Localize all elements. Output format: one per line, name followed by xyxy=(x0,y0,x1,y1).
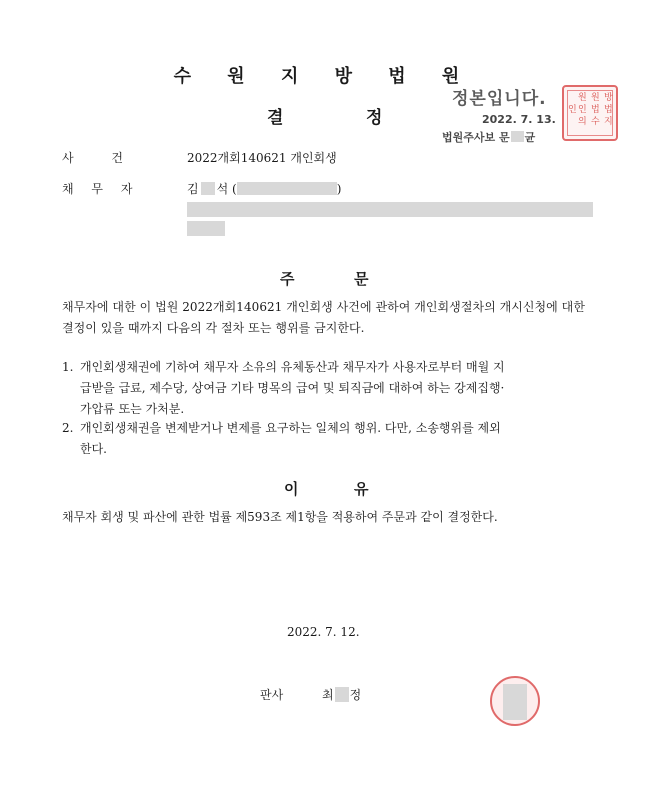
certification-date: 2022. 7. 13. xyxy=(482,113,556,126)
redaction-officer xyxy=(511,131,524,142)
reason-title-left: 이 xyxy=(284,480,299,498)
order-title-left: 주 xyxy=(280,270,295,288)
judge-name-first: 최 xyxy=(322,688,334,702)
order-item-2-num: 2. xyxy=(62,421,74,435)
judge-seal-stamp xyxy=(490,676,540,726)
order-item-1-line2: 급받을 급료, 제수당, 상여금 기타 명목의 급여 및 퇴직금에 대하여 하는 강제집행· xyxy=(80,381,505,395)
case-label: 사 건 xyxy=(62,151,123,165)
debtor-paren-close: ) xyxy=(336,182,342,196)
redaction-name xyxy=(201,182,215,195)
debtor-paren-open: ( xyxy=(232,182,237,196)
order-item-2-line2: 한다. xyxy=(80,442,107,456)
certified-copy-text: 정본입니다. xyxy=(452,89,547,109)
certification-officer xyxy=(442,129,535,145)
seal-char: 인 xyxy=(578,105,587,115)
court-seal-stamp xyxy=(562,85,618,141)
seal-char: 법 xyxy=(591,105,600,115)
redaction-judge-seal xyxy=(503,684,527,720)
seal-char: 의 xyxy=(578,117,587,127)
doc-type-right: 정 xyxy=(366,108,383,128)
reason-title-right: 유 xyxy=(354,480,369,498)
order-paragraph: 채무자에 대한 이 법원 2022개회140621 개인회생 사건에 관하여 개인회생절차의 개시신청에 대한 결정이 있을 때까지 다음의 각 절차 또는 행위를 금지한다. xyxy=(62,300,585,335)
judge-name-last: 정 xyxy=(349,688,362,702)
seal-char: 지 xyxy=(604,117,613,127)
court-name: 수 원 지 방 법 원 xyxy=(173,66,475,87)
seal-char: 원 xyxy=(591,93,600,103)
seal-char: 법 xyxy=(604,105,613,115)
order-item-2-line1: 개인회생채권을 변제받거나 변제를 요구하는 일체의 행위. 다만, 소송행위를 제외 xyxy=(80,421,501,435)
officer-prefix: 법원주사보 문 xyxy=(442,131,510,144)
redaction-judge-name xyxy=(335,687,349,702)
debtor-label: 채 무 자 xyxy=(62,182,133,196)
judge-name xyxy=(322,686,361,703)
seal-char: 인 xyxy=(568,105,577,115)
seal-char: 원 xyxy=(578,93,587,103)
redaction-address-line1 xyxy=(187,202,593,217)
redaction-id xyxy=(237,182,337,195)
order-item-1-num: 1. xyxy=(62,360,74,374)
reason-paragraph: 채무자 회생 및 파산에 관한 법률 제593조 제1항을 적용하여 주문과 같이 결정한다. xyxy=(62,510,498,524)
doc-type-left: 결 xyxy=(267,108,284,128)
debtor-name-first: 김 xyxy=(187,182,199,196)
judge-title: 판사 xyxy=(260,688,284,702)
debtor-name xyxy=(187,180,341,197)
order-title-right: 문 xyxy=(354,270,369,288)
officer-suffix: 균 xyxy=(524,131,536,144)
case-value: 2022개회140621 개인회생 xyxy=(187,151,337,165)
seal-char: 방 xyxy=(604,93,613,103)
seal-char: 수 xyxy=(591,117,600,127)
debtor-name-last: 석 xyxy=(216,182,229,196)
redaction-address-line2 xyxy=(187,221,225,236)
order-item-1-line1: 개인회생채권에 기하여 채무자 소유의 유체동산과 채무자가 사용자로부터 매월 지 xyxy=(80,360,505,374)
order-item-1-line3: 가압류 또는 가처분. xyxy=(80,402,185,416)
decision-date: 2022. 7. 12. xyxy=(287,625,360,639)
